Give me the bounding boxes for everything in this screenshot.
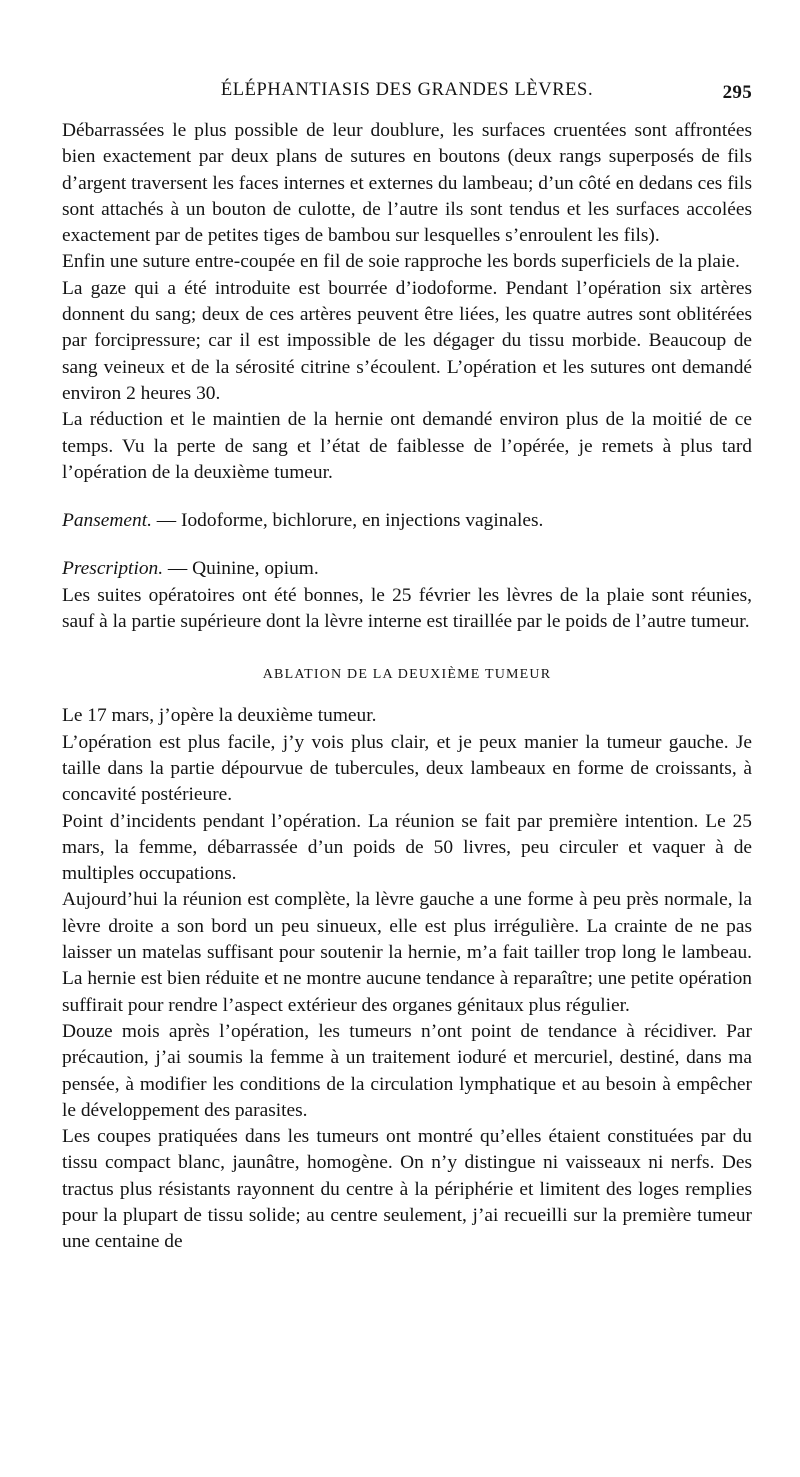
document-page [62, 78, 752, 1256]
prescription-label: Prescription. [62, 558, 164, 580]
paragraph: Débarrassées le plus possible de leur doublure, les surfaces cruentées sont affrontées bien exactement par deux plans de sutures en boutons (deux rangs superposés de fils d’argent traversent les faces internes et externes du lambeau; d’un côté en dedans ces fils sont attachés à un bouton de culotte, de l’autre ils sont tendus et les surfaces accolées exactement par de petites tiges de bambou sur lesquelles s’enroulent les fils). [62, 120, 752, 247]
running-title: ÉLÉPHANTIASIS DES GRANDES LÈVRES. [220, 80, 594, 100]
paragraph: L’opération est plus facile, j’y vois plus clair, et je peux manier la tumeur gauche. Je taille dans la partie dépourvue de tubercules, deux lambeaux en forme de croissants, à concavité postérieure. [62, 731, 752, 806]
paragraph: Les coupes pratiquées dans les tumeurs ont montré qu’elles étaient constituées par du tissu compact blanc, jaunâtre, homogène. On n’y distingue ni vaisseaux ni nerfs. Des tractus plus résistants rayonnent du centre à la périphérie et limitent des loges remplies pour la plupart de tissu solide; au centre seulement, j’ai recueilli sur la première tumeur une centaine de [62, 1126, 752, 1253]
prescription-text: — Quinine, opium. [163, 558, 319, 580]
paragraph: Point d’incidents pendant l’opération. La réunion se fait par première intention. Le 25 mars, la femme, débarrassée d’un poids de 50 livres, peu circuler et vaquer à de multiples occupations. [62, 810, 752, 885]
spacer [62, 635, 752, 657]
spacer [62, 695, 752, 703]
pansement-label: Pansement. [62, 510, 152, 532]
paragraph: Les suites opératoires ont été bonnes, le 25 février les lèvres de la plaie sont réunies, sauf à la partie supérieure dont la lèvre interne est tiraillée par le poids de l’autre tumeur. [62, 584, 752, 633]
paragraph: La réduction et le maintien de la hernie ont demandé environ plus de la moitié de ce temps. Vu la perte de sang et l’état de faiblesse de l’opérée, je remets à plus tard l’opération de la deuxième tumeur. [62, 409, 752, 483]
pansement-text: — Iodoforme, bichlorure, en injections vaginales. [151, 510, 544, 532]
paragraph: Enfin une suture entre-coupée en fil de soie rapproche les bords superficiels de la plaie. [62, 251, 740, 273]
spacer [62, 534, 752, 556]
paragraph: Aujourd’hui la réunion est complète, la lèvre gauche a une forme à peu près normale, la lèvre droite a son bord un peu sinueux, elle est plus irrégulière. La crainte de ne pas laisser un matelas suffisant pour soutenir la hernie, m’a fait tailler trop long le lambeau. La hernie est bien réduite et ne montre aucune tendance à reparaître; une petite opération suffirait pour rendre l’aspect extérieur des organes génitaux plus régulier. [62, 889, 752, 1016]
paragraph-prescription [62, 556, 752, 582]
section-title: ABLATION DE LA DEUXIÈME TUMEUR [262, 667, 552, 683]
paragraph-pansement [62, 508, 752, 534]
body-text [62, 118, 752, 1256]
paragraph: Douze mois après l’opération, les tumeurs n’ont point de tendance à récidiver. Par précaution, j’ai soumis la femme à un traitement ioduré et mercuriel, destiné, dans ma pensée, à modifier les conditions de la circulation lymphatique et au besoin à empêcher le développement des parasites. [62, 1020, 752, 1121]
spacer [62, 486, 752, 508]
paragraph: La gaze qui a été introduite est bourrée d’iodoforme. Pendant l’opération six artères donnent du sang; deux de ces artères peuvent être liées, les quatre autres sont oblitérées par forcipressure; car il est impossible de les dégager du tissu morbide. Beaucoup de sang veineux et de la sérosité citrine s’écoulent. L’opération et les sutures ont demandé environ 2 heures 30. [62, 277, 752, 404]
paragraph: Le 17 mars, j’opère la deuxième tumeur. [62, 705, 377, 727]
running-header [62, 78, 752, 108]
page-number: 295 [722, 82, 752, 103]
